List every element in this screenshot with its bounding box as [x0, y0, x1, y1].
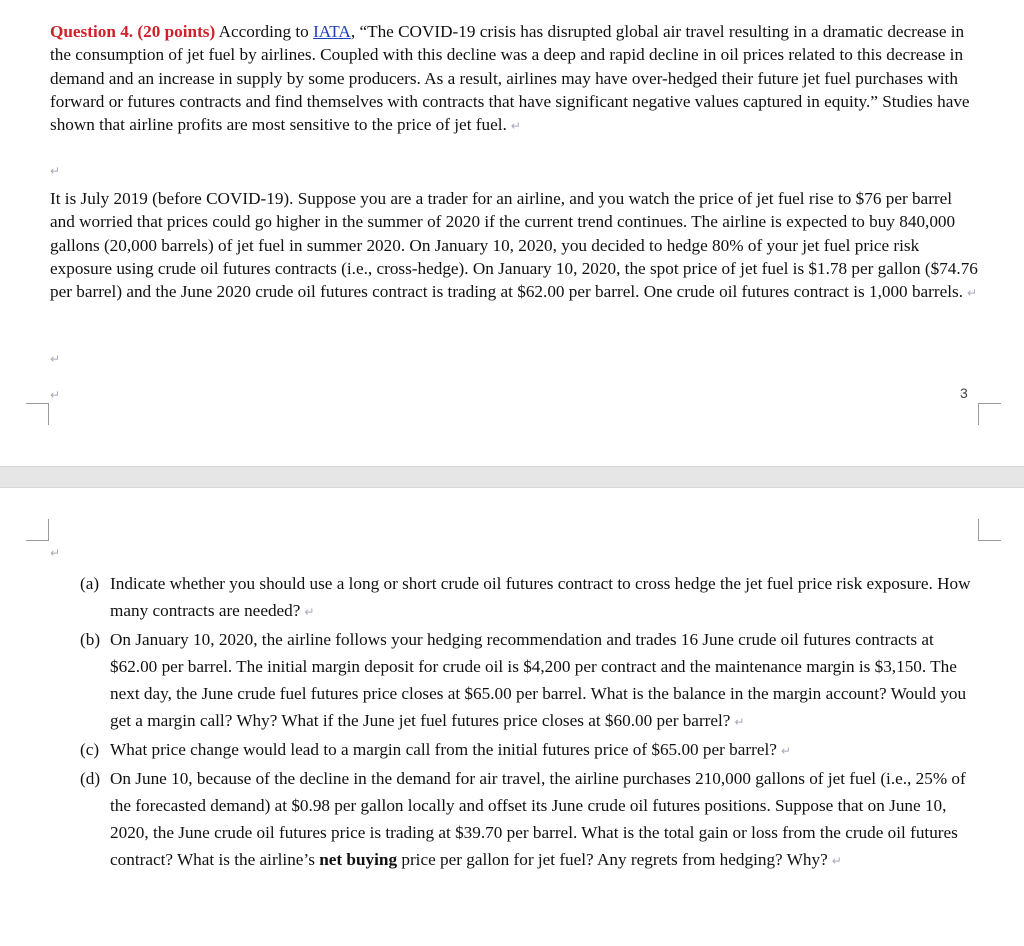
- iata-link[interactable]: IATA: [313, 22, 351, 41]
- part-text-end: price per gallon for jet fuel? Any regrets from hedging? Why?: [397, 850, 828, 869]
- intro-quote-text: , “The COVID-19 crisis has disrupted global air travel resulting in a dramatic decrease in the consumption of jet fuel by airlines. Coupled with this decline was a deep and rapid decline in oil prices related to this decrease in demand and an increase in supply by some producers. As a result, airlines may have over-hedged their future jet fuel purchases with forward or futures contracts and find themselves with contracts that have significant negative values captured in equity.” Studies have shown that airline profits are most sensitive to the price of jet fuel.: [50, 22, 970, 135]
- intro-text-before-link: According to: [215, 22, 314, 41]
- part-text: What price change would lead to a margin call from the initial futures price of $65.00 per barrel?: [110, 740, 777, 759]
- margin-corner-mark: [26, 403, 49, 425]
- list-item: [80, 736, 985, 765]
- return-mark-icon: ↵: [50, 164, 61, 178]
- part-label: (c): [80, 740, 100, 759]
- list-item: [80, 765, 985, 875]
- question-parts-list: [80, 570, 985, 875]
- page-break-gap: [0, 466, 1024, 488]
- margin-corner-mark: [26, 519, 49, 541]
- list-item: [80, 570, 985, 626]
- return-mark-icon: ↵: [967, 286, 978, 301]
- question-intro-paragraph: [50, 20, 980, 138]
- return-mark-icon: ↵: [510, 119, 521, 134]
- part-text: Indicate whether you should use a long or short crude oil futures contract to cross hedge the jet fuel price risk exposure. How many contracts are needed?: [110, 574, 971, 620]
- scenario-text: It is July 2019 (before COVID-19). Suppose you are a trader for an airline, and you watch the price of jet fuel rise to $76 per barrel and worried that prices could go higher in the summer of 2020 if the current trend continues. The airline is expected to buy 840,000 gallons (20,000 barrels) of jet fuel in summer 2020. On January 10, 2020, you decided to hedge 80% of your jet fuel price risk exposure using crude oil futures contracts (i.e., cross-hedge). On January 10, 2020, the spot price of jet fuel is $1.78 per gallon ($74.76 per barrel) and the June 2020 crude oil futures contract is trading at $62.00 per barrel. One crude oil futures contract is 1,000 barrels.: [50, 189, 978, 302]
- return-mark-icon: ↵: [50, 388, 61, 402]
- return-mark-icon: ↵: [780, 744, 791, 758]
- margin-corner-mark: [978, 403, 1001, 425]
- question-label: Question 4. (20 points): [50, 22, 216, 41]
- scenario-paragraph: [50, 187, 980, 305]
- part-bold-text: net buying: [319, 850, 398, 869]
- part-label: (a): [80, 574, 100, 593]
- return-mark-icon: ↵: [831, 854, 842, 868]
- part-text: On January 10, 2020, the airline follows your hedging recommendation and trades 16 June crude oil futures contracts at $62.00 per barrel. The initial margin deposit for crude oil is $4,200 per contract and the maintenance margin is $3,150. The next day, the June crude fuel futures price closes at $65.00 per barrel. What is the balance in the margin account? Would you get a margin call? Why? What if the June jet fuel futures price closes at $60.00 per barrel?: [110, 630, 967, 730]
- return-mark-icon: ↵: [50, 352, 61, 366]
- part-label: (b): [80, 630, 101, 649]
- list-item: [80, 626, 985, 736]
- part-label: (d): [80, 769, 101, 788]
- page-number: 3: [960, 385, 968, 401]
- return-mark-icon: ↵: [304, 605, 315, 619]
- margin-corner-mark: [978, 519, 1001, 541]
- return-mark-icon: ↵: [50, 546, 61, 560]
- return-mark-icon: ↵: [734, 715, 745, 729]
- part-text: On June 10, because of the decline in the demand for air travel, the airline purchases 210,000 gallons of jet fuel (i.e., 25% of the forecasted demand) at $0.98 per gallon locally and offset its June crude oil futures positions. Suppose that on June 10, 2020, the June crude oil futures price is trading at $39.70 per barrel. What is the total gain or loss from the crude oil futures contract? What is the airline’s: [110, 769, 966, 869]
